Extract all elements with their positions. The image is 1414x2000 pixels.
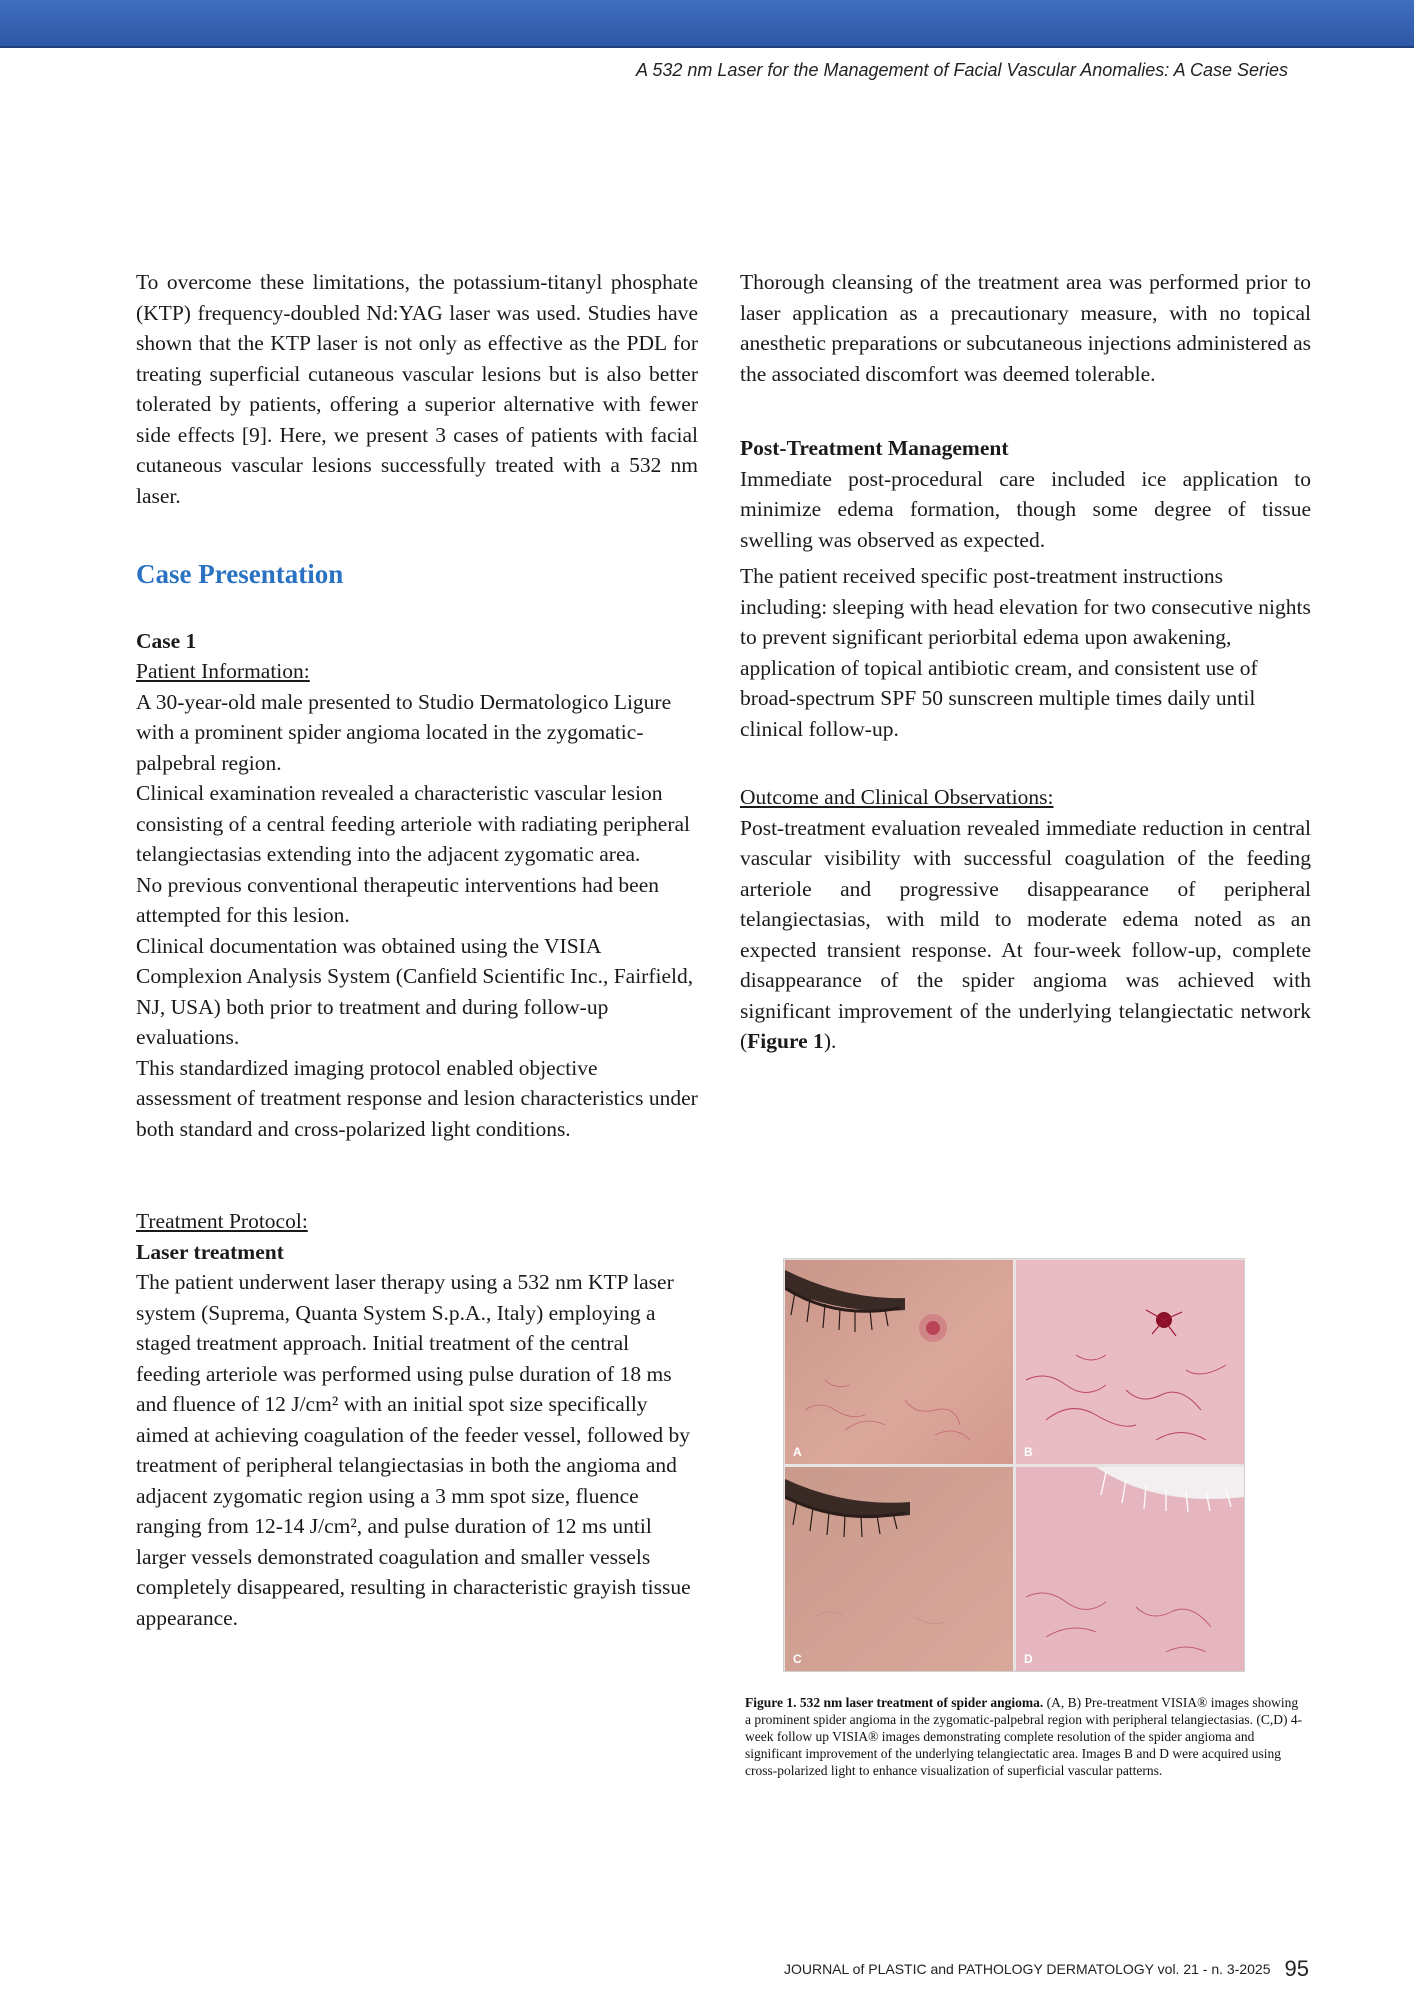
- page-footer: [784, 1956, 1309, 1982]
- case-title: Case 1: [136, 628, 197, 653]
- figure-1: [783, 1258, 1245, 1672]
- panel-label: C: [793, 1652, 802, 1666]
- panel-label: D: [1024, 1652, 1033, 1666]
- post-treatment-paragraph: The patient received specific post-treatment instructions including: sleeping with head elevation for two consecutive nights to prevent significant periorbital edema upon awakening, application of topical antibiotic cream, and consistent use of broad-spectrum SPF 50 sunscreen multiple times daily until clinical follow-up.: [740, 564, 1311, 741]
- panel-a-image: [785, 1260, 1013, 1464]
- figure-reference[interactable]: Figure 1: [747, 1029, 824, 1053]
- laser-heading: Laser treatment: [136, 1239, 284, 1264]
- post-treatment-heading: Post-Treatment Management: [740, 436, 1009, 460]
- section-heading: Case Presentation: [136, 559, 344, 589]
- figure-panel-c: [785, 1467, 1013, 1671]
- caption-text: (A, B) Pre-treatment VISIA® images showing a prominent spider angioma in the zygomatic-palpebral region with peripheral telangiectasias. (C,D) 4-week follow up VISIA® images demonstrating complete resolution of the spider angioma and significant improvement of the underlying telangiectatic area. Images B and D were acquired using cross-polarized light to enhance visualization of superficial vascular patterns.: [745, 1695, 1303, 1778]
- treatment-label: Treatment Protocol:: [136, 1209, 308, 1233]
- left-column: [136, 267, 698, 1633]
- figure-panel-a: [785, 1260, 1013, 1464]
- panel-b-image: [1016, 1260, 1244, 1464]
- laser-paragraph: The patient underwent laser therapy using a 532 nm KTP laser system (Suprema, Quanta System S.p.A., Italy) employing a staged treatment approach. Initial treatment of the central feeding arteriole was performed using pulse duration of 18 ms and fluence of 12 J/cm² with an initial spot size specifically aimed at achieving coagulation of the feeder vessel, followed by treatment of peripheral telangiectasias in both the angioma and adjacent zygomatic region using a 3 mm spot size, fluence ranging from 12-14 J/cm², and pulse duration of 12 ms until larger vessels demonstrated coagulation and smaller vessels completely disappeared, resulting in characteristic grayish tissue appearance.: [136, 1270, 691, 1630]
- page-number: 95: [1284, 1956, 1309, 1981]
- patient-paragraph: A 30-year-old male presented to Studio Dermatologico Ligure with a prominent spider angioma located in the zygomatic-palpebral region.: [136, 689, 672, 775]
- panel-label: A: [793, 1445, 802, 1459]
- outcome-label: Outcome and Clinical Observations:: [740, 785, 1054, 809]
- patient-paragraph: This standardized imaging protocol enabled objective assessment of treatment response and lesion characteristics under both standard and cross-polarized light conditions.: [136, 1055, 698, 1141]
- panel-label: B: [1024, 1445, 1033, 1459]
- patient-paragraph: Clinical documentation was obtained using the VISIA Complexion Analysis System (Canfield Scientific Inc., Fairfield, NJ, USA) both prior to treatment and during follow-up evaluations.: [136, 933, 694, 1049]
- outcome-paragraph: [740, 813, 1311, 1057]
- figure-panel-d: [1016, 1467, 1244, 1671]
- caption-label: Figure 1. 532 nm laser treatment of spider angioma.: [745, 1695, 1044, 1710]
- post-treatment-paragraph: Immediate post-procedural care included ice application to minimize edema formation, though some degree of tissue swelling was observed as expected.: [740, 466, 1311, 552]
- patient-paragraph: No previous conventional therapeutic interventions had been attempted for this lesion.: [136, 872, 660, 927]
- journal-name: JOURNAL of PLASTIC and PATHOLOGY DERMATOLOGY vol. 21 - n. 3-2025: [783, 1961, 1271, 1977]
- right-column: [740, 267, 1311, 1057]
- outcome-text: Post-treatment evaluation revealed immediate reduction in central vascular visibility with successful coagulation of the feeding arteriole and progressive disappearance of peripheral telangiectasias, with mild to moderate edema noted as an expected transient response. At four-week follow-up, complete disappearance of the spider angioma was achieved with significant improvement of the underlying telangiectatic network (: [740, 815, 1311, 1053]
- figure-panel-b: [1016, 1260, 1244, 1464]
- cleansing-paragraph: Thorough cleansing of the treatment area was performed prior to laser application as a precautionary measure, with no topical anesthetic preparations or subcutaneous injections administered as the associated discomfort was deemed tolerable.: [740, 270, 1311, 386]
- outcome-end: ).: [823, 1029, 837, 1053]
- patient-paragraph: Clinical examination revealed a characteristic vascular lesion consisting of a central feeding arteriole with radiating peripheral telangiectasias extending into the adjacent zygomatic area.: [136, 781, 691, 866]
- figure-caption: [745, 1694, 1303, 1779]
- header-bar: [0, 0, 1414, 48]
- intro-paragraph: To overcome these limitations, the potassium-titanyl phosphate (KTP) frequency-doubled Nd:YAG laser was used. Studies have shown that the KTP laser is not only as effective as the PDL for treating superficial cutaneous vascular lesions but is also better tolerated by patients, offering a superior alternative with fewer side effects [9]. Here, we present 3 cases of patients with facial cutaneous vascular lesions successfully treated with a 532 nm laser.: [136, 270, 698, 508]
- panel-d-image: [1016, 1467, 1244, 1671]
- running-title: A 532 nm Laser for the Management of Facial Vascular Anomalies: A Case Series: [636, 60, 1288, 80]
- patient-info-label: Patient Information:: [136, 659, 310, 683]
- panel-c-image: [785, 1467, 1013, 1671]
